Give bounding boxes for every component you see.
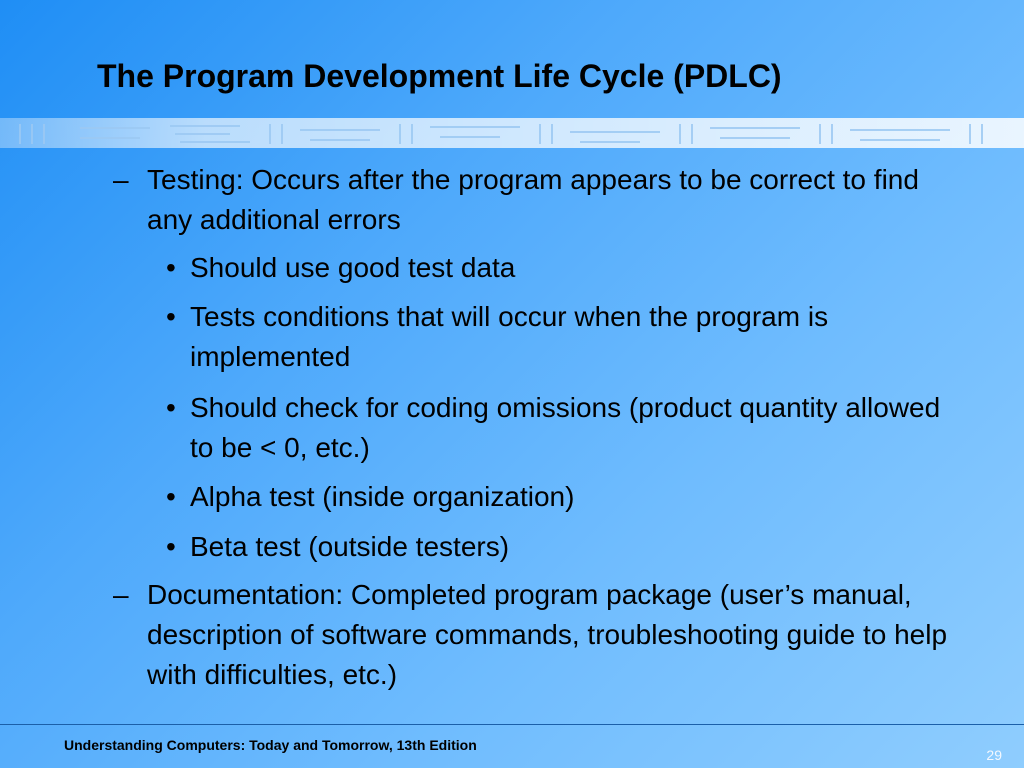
- bullet-marker: •: [166, 392, 176, 423]
- list-item-text: Should check for coding omissions (product quantity allowed to be < 0, etc.): [190, 392, 941, 463]
- list-item-text: Alpha test (inside organization): [190, 481, 575, 512]
- dash-marker: –: [113, 164, 129, 195]
- list-item-text: Tests conditions that will occur when the program is implemented: [190, 301, 829, 372]
- bullet-marker: •: [166, 481, 176, 512]
- list-item-text: Should use good test data: [190, 252, 516, 283]
- list-item-text: Documentation: Completed program package (user’s manual, description of software commands, troubleshooting guide to help with difficulties, etc.): [147, 579, 948, 690]
- list-item-level1: [113, 575, 963, 695]
- list-item-text: Beta test (outside testers): [190, 531, 510, 562]
- list-item-level2: [166, 527, 966, 567]
- bullet-marker: •: [166, 301, 176, 332]
- footer-text: Understanding Computers: Today and Tomorrow, 13th Edition: [64, 737, 477, 753]
- bullet-marker: •: [166, 531, 176, 562]
- bullet-marker: •: [166, 252, 176, 283]
- page-number: 29: [986, 747, 1002, 763]
- list-item-level2: [166, 477, 966, 517]
- dash-marker: –: [113, 579, 129, 610]
- list-item-level1: [113, 160, 963, 240]
- list-item-level2: [166, 388, 966, 468]
- footer-divider: [0, 724, 1024, 725]
- list-item-text: Testing: Occurs after the program appears to be correct to find any additional errors: [147, 164, 919, 235]
- slide-title: The Program Development Life Cycle (PDLC): [97, 58, 782, 94]
- list-item-level2: [166, 248, 966, 288]
- list-item-level2: [166, 297, 966, 377]
